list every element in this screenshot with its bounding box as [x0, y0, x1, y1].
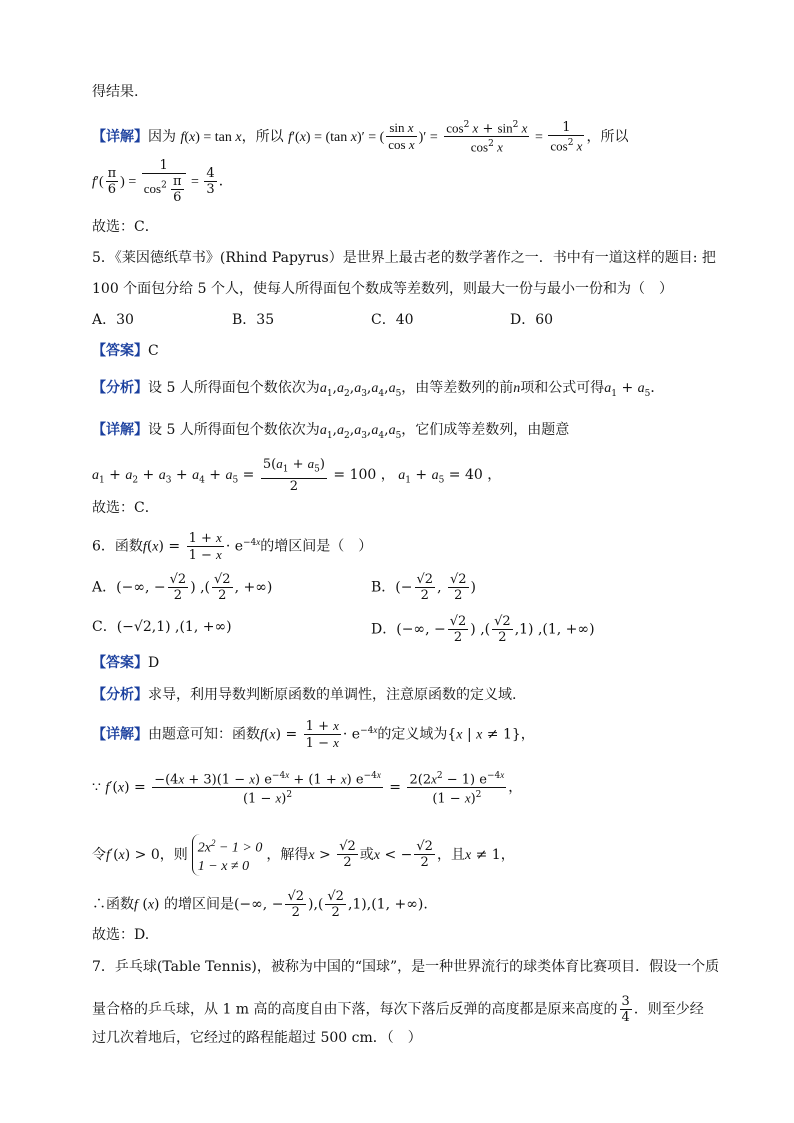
q6-option-b: B．(− $\frac{√2}{2}$ , $\frac{√2}{2}$ ) [371, 572, 476, 603]
q4-detail: 【 详解 】 因为 f(x) = tan x，所以 f′(x) = (tan x)′ = ( $\frac{\text{sin x}}{\text{cos x}}$ )′ = $\frac{\cos^2 x + \sin^2 x}{\cos^2 x}$ = $\frac{1}{\cos^2 x}$ ，所以 [92, 118, 628, 156]
detail-tag: 【 详解 】 [92, 422, 148, 438]
q6-inequality: 令f′(x) > 0，则 $2x^2 - 1 > 0$ 1 − x ≠ 0 ，解得x > $\frac{√2}{2}$ 或x < − $\frac{√2}{2}$ ，且x ≠ 1， [92, 834, 515, 876]
q5-answer: 【 答案 】 C [92, 341, 159, 361]
q5-option-d: D．60 [510, 312, 554, 328]
q5-analysis: 【 分析 】 设 5 人所得面包个数依次为$a_1,a_2,a_3,a_4,a_5$，由等差数列的前n项和公式可得$a_1 + a_5$． [92, 378, 664, 404]
q4-result: f′( $\frac{\pi}{6}$ ) = 1 $\cos^2$ $\frac{\pi}{6}$ = $\frac{4}{3}$ ． [92, 158, 233, 205]
q6-detail: 【 详解 】 由题意可知：函数f(x) = $\frac{1 + x}{1 - x}$ · $e^{-4x}$的定义域为{x | x ≠ 1}， [92, 718, 535, 751]
detail-tag: 【 详解 】 [92, 727, 148, 743]
q6-analysis: 【 分析 】 求导，利用导数判断原函数的单调性，注意原函数的定义域. [92, 685, 516, 705]
answer-tag: 【 答案 】 [92, 655, 148, 671]
q6-conclusion: 故选：D. [92, 927, 150, 943]
q5-equation: $a_1 + a_2 + a_3 + a_4 + a_5$ = $\frac{5(a_1 + a_5)}{2}$ = 100 ， $a_1 + a_5 = 40$ ， [92, 456, 502, 494]
q7-stem-line1: 7．乒乓球(Table Tennis)，被称为中国的“国球”，是一种世界流行的球类体育比赛项目．假设一个质 [92, 959, 720, 975]
q6-stem: 6．函数f(x) = $\frac{1 + x}{1 - x}$ · $e^{-4x}$的增区间是（ ） [92, 530, 373, 563]
q6-answer: 【 答案 】 D [92, 653, 159, 673]
q7-stem-line3: 过几次着地后，它经过的路程能超过 500 cm．（ ） [92, 1030, 422, 1046]
q6-option-a: A．(−∞, − $\frac{√2}{2}$ ) ,( $\frac{√2}{2}$ , +∞) [92, 572, 273, 603]
q4-conclusion: 故选：C． [92, 219, 159, 235]
answer-tag: 【 答案 】 [92, 343, 148, 359]
continuation-text: 得结果. [92, 84, 139, 100]
q5-option-a: A．30 [92, 312, 134, 328]
detail-tag: 【 详解 】 [92, 129, 148, 145]
analysis-tag: 【 分析 】 [92, 687, 148, 703]
q5-option-c: C．40 [371, 312, 414, 328]
q6-derivative: ∵ f′(x) = $\frac{-(4x + 3)(1 - x) e^{-4x} + (1 + x) e^{-4x}}{(1 - x)^2}$ = $\frac{2(2x^2 - 1) e^{-4x}}{(1 - x)^2}$ ， [92, 770, 523, 807]
q5-detail: 【 详解 】 设 5 人所得面包个数依次为$a_1,a_2,a_3,a_4,a_5$，它们成等差数列，由题意 [92, 420, 569, 446]
q5-stem-line1: 5．《莱因德纸草书》(Rhind Papyrus）是世界上最古老的数学著作之一．书中有一道这样的题目: 把 [92, 250, 716, 266]
q6-result: ∴函数f (x) 的增区间是(−∞, − $\frac{√2}{2}$ ),( $\frac{√2}{2}$ ,1),(1, +∞). [92, 889, 428, 920]
q7-stem-line2: 量合格的乒乓球，从 1 m 高的高度自由下落，每次下落后反弹的高度都是原来高度的 $\frac{3}{4}$ ．则至少经 [92, 994, 704, 1025]
analysis-tag: 【 分析 】 [92, 380, 148, 396]
q5-stem-line2: 100 个面包分给 5 个人，使每人所得面包个数成等差数列，则最大一份与最小一份和为（ ） [92, 281, 673, 297]
q6-option-d: D．(−∞, − $\frac{√2}{2}$ ) ,( $\frac{√2}{2}$ ,1) ,(1, +∞) [371, 614, 595, 645]
q5-conclusion: 故选：C． [92, 500, 159, 516]
q5-option-b: B．35 [232, 312, 275, 328]
q6-option-c: C．(−√2,1) ,(1, +∞) [92, 619, 232, 635]
